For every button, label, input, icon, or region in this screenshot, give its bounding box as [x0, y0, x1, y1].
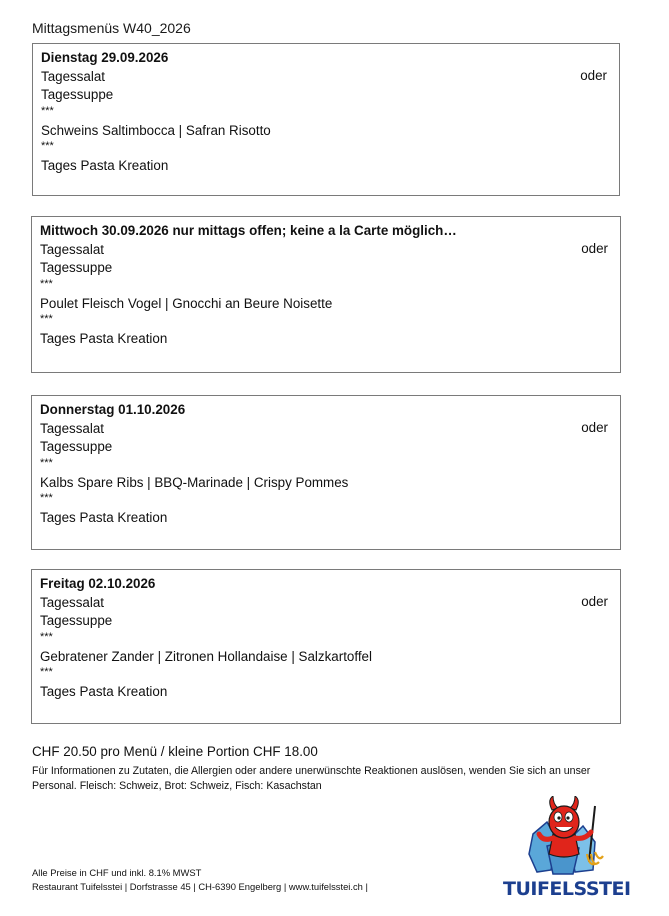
price-info: CHF 20.50 pro Menü / kleine Portion CHF 18.00	[32, 744, 318, 759]
footer	[32, 866, 368, 893]
day-title: Donnerstag 01.10.2026	[40, 402, 186, 417]
pasta-course: Tages Pasta Kreation	[41, 158, 169, 173]
or-label: oder	[580, 68, 607, 83]
pasta-course: Tages Pasta Kreation	[40, 331, 168, 346]
day-title: Freitag 02.10.2026	[40, 576, 156, 591]
main-course: Gebratener Zander | Zitronen Hollandaise | Salzkartoffel	[40, 648, 372, 664]
separator: ***	[41, 104, 54, 117]
main-course: Schweins Saltimbocca | Safran Risotto	[41, 122, 271, 138]
pasta-course: Tages Pasta Kreation	[40, 510, 168, 525]
separator: ***	[40, 666, 53, 678]
starter-salad: Tagessalat	[40, 594, 105, 610]
day-menu-box	[32, 43, 620, 196]
separator: ***	[40, 313, 53, 325]
main-course: Kalbs Spare Ribs | BBQ-Marinade | Crispy Pommes	[40, 474, 349, 490]
separator: ***	[40, 492, 53, 504]
separator: ***	[41, 140, 54, 152]
document-title: Mittagsmenüs W40_2026	[32, 20, 191, 36]
restaurant-address: Restaurant Tuifelsstei | Dorfstrasse 45 | CH-6390 Engelberg | www.tuifelsstei.ch |	[32, 880, 368, 892]
starter-salad: Tagessalat	[40, 420, 105, 436]
day-title: Dienstag 29.09.2026	[41, 50, 169, 65]
or-label: oder	[581, 420, 608, 435]
devil-mascot-icon	[503, 796, 625, 876]
starter-soup: Tagessuppe	[40, 439, 113, 454]
day-title: Mittwoch 30.09.2026 nur mittags offen; keine a la Carte möglich…	[40, 223, 457, 238]
main-course: Poulet Fleisch Vogel | Gnocchi an Beure Noisette	[40, 295, 333, 311]
starter-soup: Tagessuppe	[41, 87, 114, 102]
or-label: oder	[581, 594, 608, 609]
pasta-course: Tages Pasta Kreation	[40, 684, 168, 699]
day-menu-box	[31, 395, 621, 550]
allergen-info: Für Informationen zu Zutaten, die Allergien oder andere unerwünschte Reaktionen auslösen, wenden Sie sich an unser Personal. Fleisch: Schweiz, Brot: Schweiz, Fisch: Kasachstan	[32, 765, 591, 792]
tax-note: Alle Preise in CHF und inkl. 8.1% MWST	[32, 867, 202, 878]
day-menu-box	[31, 216, 621, 373]
separator: ***	[40, 630, 53, 643]
separator: ***	[40, 277, 53, 290]
restaurant-logo	[503, 796, 631, 900]
logo-wordmark: TUIFELSSTEI	[503, 878, 631, 900]
separator: ***	[40, 456, 53, 469]
starter-salad: Tagessalat	[41, 68, 106, 84]
day-menu-box	[31, 569, 621, 724]
or-label: oder	[581, 241, 608, 256]
starter-soup: Tagessuppe	[40, 613, 113, 628]
starter-soup: Tagessuppe	[40, 260, 113, 275]
starter-salad: Tagessalat	[40, 241, 105, 257]
